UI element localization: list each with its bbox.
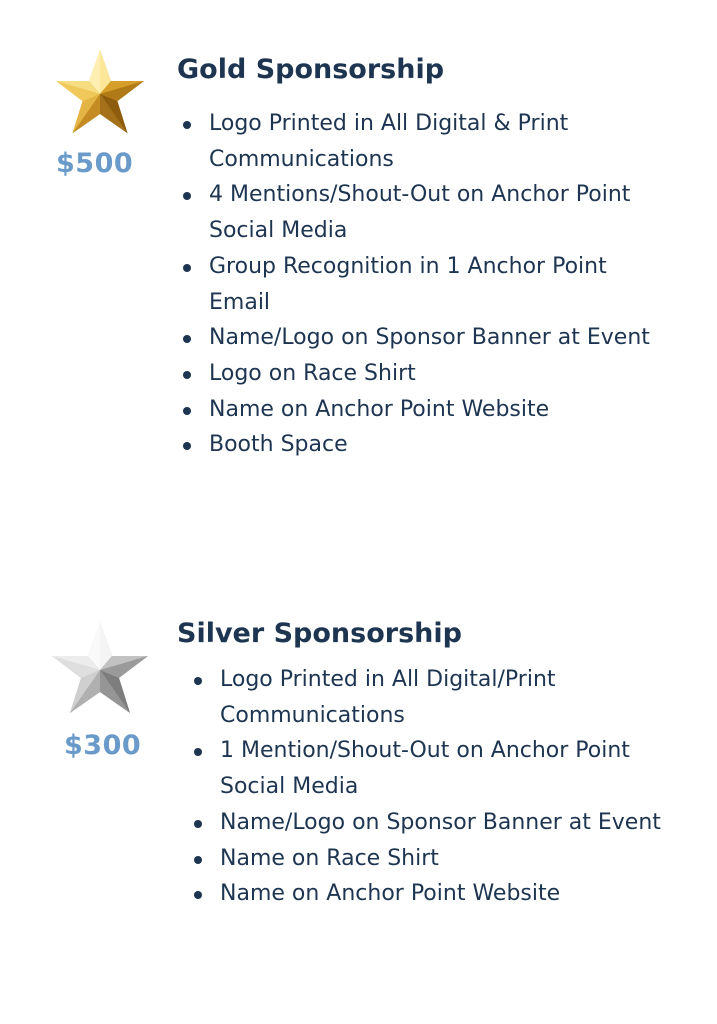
list-item: Logo Printed in All Digital & Print Communications (209, 106, 669, 177)
list-item: Name on Anchor Point Website (220, 876, 680, 912)
list-item: Logo Printed in All Digital/Print Communications (220, 662, 680, 733)
list-item: Booth Space (209, 427, 669, 463)
list-item: 4 Mentions/Shout-Out on Anchor Point Social Media (209, 177, 669, 248)
list-item: 1 Mention/Shout-Out on Anchor Point Social Media (220, 733, 680, 804)
list-item: Name/Logo on Sponsor Banner at Event (220, 805, 680, 841)
silver-price: $300 (64, 730, 142, 761)
list-item: Logo on Race Shirt (209, 356, 669, 392)
gold-star-icon (54, 48, 146, 136)
list-item: Name on Anchor Point Website (209, 392, 669, 428)
list-item: Name/Logo on Sponsor Banner at Event (209, 320, 669, 356)
list-item: Name on Race Shirt (220, 841, 680, 877)
silver-star-icon (50, 620, 150, 716)
silver-benefits-list (220, 662, 680, 912)
gold-benefits-list (209, 106, 669, 463)
list-item: Group Recognition in 1 Anchor Point Email (209, 249, 669, 320)
gold-title: Gold Sponsorship (177, 54, 445, 85)
gold-price: $500 (56, 148, 134, 179)
silver-title: Silver Sponsorship (177, 618, 462, 649)
